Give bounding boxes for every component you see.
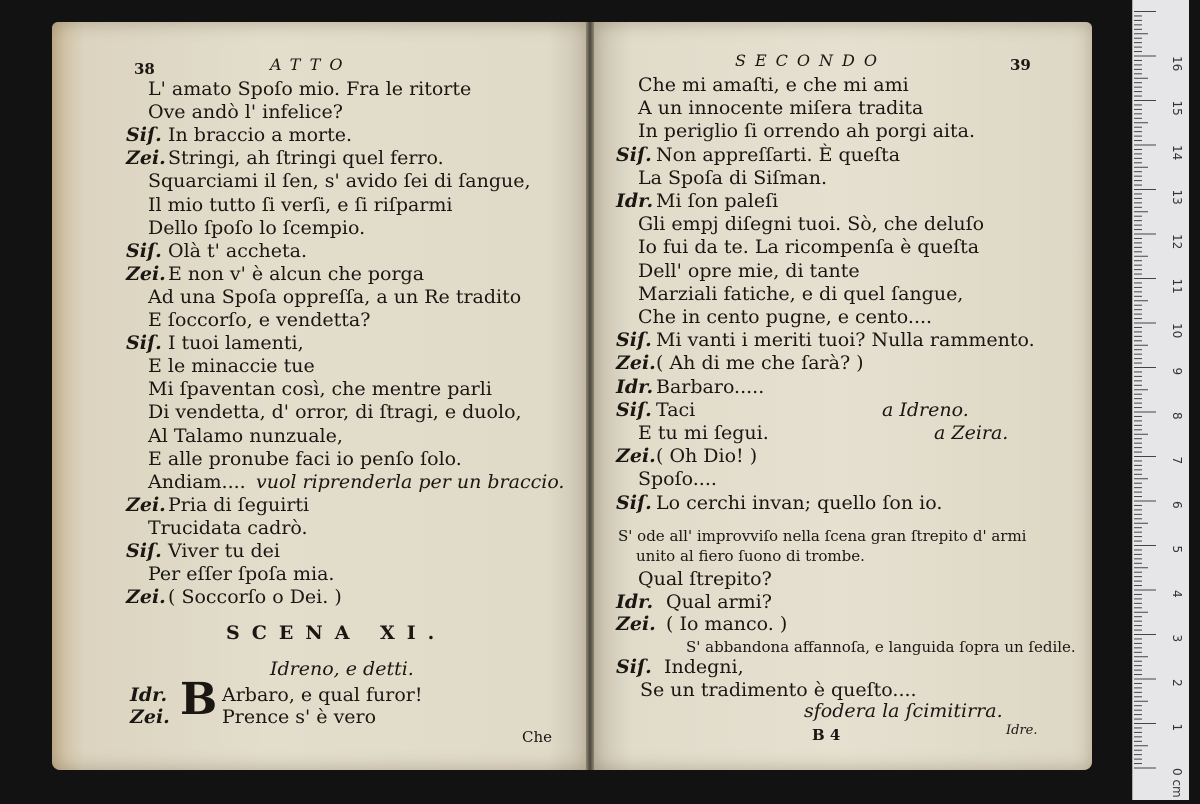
dialogue-line: Mi ſon paleſi (656, 190, 779, 212)
speaker-label: Zei. (616, 445, 656, 468)
ruler-label: 14 (1170, 145, 1184, 161)
dialogue-line: Qual ſtrepito? (638, 568, 772, 590)
ruler-label: 4 (1170, 590, 1184, 598)
dialogue-line: Pria di ſeguirti (168, 493, 310, 516)
catchword: Che (522, 728, 553, 746)
speaker-label: Zei. (130, 706, 170, 728)
left-page-number: 38 (134, 60, 155, 78)
ruler-label: 6 (1170, 501, 1184, 509)
dialogue-line: Dell' opre mie, di tante (638, 259, 860, 282)
speaker-label: Siſ. (126, 540, 162, 562)
dialogue-line: Spoſo.... (638, 468, 717, 491)
dialogue-line: Al Talamo nunzuale, (148, 424, 343, 447)
speaker-label: Zei. (126, 262, 166, 285)
dialogue-line: ( Soccorſo o Dei. ) (168, 586, 342, 609)
speaker-label: Siſ. (126, 124, 162, 147)
stage-direction: sfodera la ſcimitirra. (804, 700, 1003, 722)
speaker-label: Siſ. (616, 143, 652, 166)
dialogue-line: E ſoccorſo, e vendetta? (148, 309, 371, 331)
catchword: Idre. (1006, 723, 1038, 738)
dialogue-line: L' amato Spoſo mio. Fra le ritorte (148, 78, 472, 100)
dialogue-line: Ove andò l' infelice? (148, 101, 343, 124)
dialogue-line: Dello ſpoſo lo ſcempio. (148, 216, 366, 239)
scene-cast: Idreno, e detti. (270, 658, 414, 680)
speaker-label: Zei. (126, 493, 166, 516)
dialogue-line: Il mio tutto ſi verſi, e ſi riſparmi (148, 193, 453, 216)
ruler-label: 0 cm (1170, 768, 1184, 798)
dialogue-line: ( Io manco. ) (666, 613, 788, 635)
stage-direction: unito al fiero ſuono di trombe. (636, 547, 865, 565)
dialogue-line: Trucidata cadrò. (148, 516, 308, 539)
speaker-label: Siſ. (616, 491, 652, 514)
speaker-label: Idr. (616, 375, 654, 398)
dialogue-line: Marziali fatiche, e di quel ſangue, (638, 282, 964, 305)
ruler-label: 8 (1170, 412, 1184, 420)
speaker-label: Idr. (130, 684, 168, 706)
dialogue-line: Taci (656, 398, 696, 421)
dialogue-line: Che mi amaſti, e che mi ami (638, 74, 909, 96)
book-gutter (586, 22, 594, 770)
dialogue-line: Barbaro..... (656, 375, 765, 398)
speaker-label: Siſ. (126, 239, 162, 262)
speaker-label: Zei. (616, 352, 656, 375)
speaker-label: Siſ. (616, 398, 652, 421)
speaker-label: Siſ. (126, 332, 162, 355)
dialogue-line: A un innocente miſera tradita (638, 97, 924, 120)
signature-mark: B 4 (812, 726, 841, 744)
dialogue-line: Viver tu dei (168, 540, 280, 562)
stage-direction: S' ode all' improvviſo nella ſcena gran ſtrepito d' armi (618, 527, 1027, 545)
ruler-label: 7 (1170, 456, 1184, 465)
ruler-label: 11 (1170, 278, 1184, 294)
dialogue-line: Olà t' accheta. (168, 239, 308, 262)
right-page-number: 39 (1010, 56, 1031, 74)
ruler-label: 1 (1170, 723, 1184, 732)
stage-direction: a Idreno. (882, 398, 969, 421)
dialogue-line: I tuoi lamenti, (168, 332, 304, 355)
dialogue-line: Arbaro, e qual furor! (222, 684, 423, 706)
dialogue-line: Non appreſſarti. È queſta (656, 143, 901, 166)
dialogue-line: In braccio a morte. (168, 124, 353, 147)
speaker-label: Idr. (616, 190, 654, 212)
dialogue-line: Mi vanti i meriti tuoi? Nulla rammento. (656, 329, 1035, 352)
right-running-head: SECONDO (735, 51, 886, 70)
measurement-ruler (1132, 0, 1189, 800)
dialogue-line: La Spoſa di Siſman. (638, 166, 828, 189)
ruler-label: 3 (1170, 634, 1184, 643)
dialogue-line: Di vendetta, d' orror, di ſtragi, e duolo, (148, 401, 522, 424)
dialogue-line: Lo cerchi invan; quello ſon io. (656, 491, 943, 514)
dialogue-line: Indegni, (664, 656, 744, 678)
stage-direction: vuol riprenderla per un braccio. (256, 470, 565, 493)
dialogue-line: Se un tradimento è queſto.... (640, 678, 917, 701)
speaker-label: Zei. (616, 613, 656, 635)
dialogue-line: ( Ah di me che ſarà? ) (656, 352, 864, 375)
dialogue-line: Qual armi? (666, 590, 772, 613)
dialogue-line: E alle pronube faci io penſo ſolo. (148, 447, 462, 470)
ruler-label: 9 (1170, 367, 1184, 376)
dialogue-line: In periglio ſi orrendo ah porgi aita. (638, 120, 975, 143)
ruler-ticks (1133, 0, 1189, 800)
dialogue-line: E tu mi ſegui. (638, 422, 769, 444)
dialogue-line: ( Oh Dio! ) (656, 445, 758, 468)
dialogue-line: Prence s' è vero (222, 706, 377, 728)
speaker-label: Siſ. (616, 656, 652, 678)
speaker-label: Zei. (126, 586, 166, 609)
speaker-label: Zei. (126, 147, 166, 170)
drop-cap: B (180, 674, 218, 725)
dialogue-line: Gli empj diſegni tuoi. Sò, che deluſo (638, 213, 985, 236)
ruler-label: 2 (1170, 679, 1184, 687)
dialogue-line: Ad una Spoſa oppreſſa, a un Re tradito (148, 285, 522, 308)
dialogue-line: Andiam.... (148, 470, 246, 493)
stage-direction: a Zeira. (934, 422, 1009, 444)
dialogue-line: Per eſſer ſpoſa mia. (148, 563, 335, 586)
left-running-head: ATTO (270, 55, 352, 74)
ruler-label: 10 (1170, 323, 1184, 339)
dialogue-line: E non v' è alcun che porga (168, 262, 425, 285)
ruler-label: 15 (1170, 100, 1184, 116)
ruler-label: 12 (1170, 234, 1184, 250)
ruler-label: 16 (1170, 56, 1184, 72)
ruler-label: 13 (1170, 189, 1184, 205)
dialogue-line: Che in cento pugne, e cento.... (638, 306, 933, 328)
speaker-label: Siſ. (616, 329, 652, 352)
dialogue-line: Squarciami il ſen, s' avido ſei di ſangue, (148, 170, 531, 193)
dialogue-line: Io fui da te. La ricompenſa è queſta (638, 236, 980, 259)
speaker-label: Idr. (616, 590, 654, 613)
stage-direction: S' abbandona affannoſa, e languida ſopra un ſedile. (686, 638, 1076, 656)
dialogue-line: Stringi, ah ſtringi quel ferro. (168, 147, 444, 170)
dialogue-line: E le minaccie tue (148, 355, 315, 378)
scene-title: SCENA XI. (226, 622, 447, 644)
dialogue-line: Mi ſpaventan così, che mentre parli (148, 378, 492, 401)
ruler-label: 5 (1170, 545, 1184, 554)
